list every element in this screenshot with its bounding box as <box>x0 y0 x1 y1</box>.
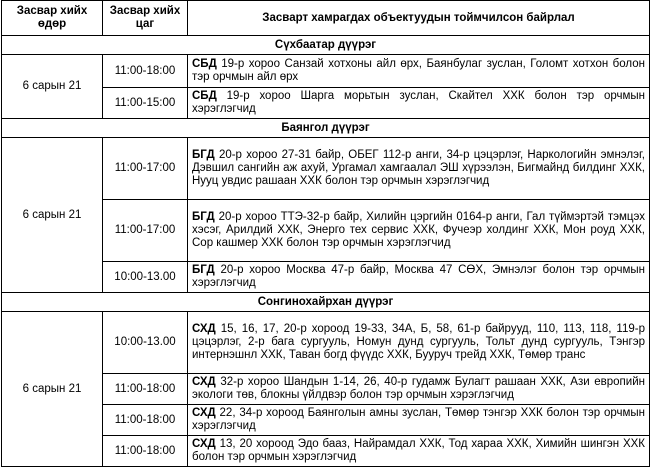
time-cell: 11:00-18:00 <box>103 55 188 88</box>
table-row <box>2 312 650 374</box>
time-cell: 11:00-17:00 <box>103 138 188 200</box>
district-code: БГД <box>192 211 215 223</box>
district-code: СХД <box>192 323 216 335</box>
district-code: БГД <box>192 264 215 276</box>
time-cell: 11:00-15:00 <box>103 88 188 119</box>
description-cell <box>188 88 650 119</box>
district-row <box>2 119 650 138</box>
date-cell: 6 сарын 21 <box>2 55 103 119</box>
time-cell: 11:00-18:00 <box>103 405 188 436</box>
description-cell <box>188 405 650 436</box>
description-cell <box>188 200 650 262</box>
description-cell <box>188 374 650 405</box>
description-text: 20-р хороо 27-31 байр, ОБЕГ 112-р анги, 34-р цэцэрлэг, Наркологийн эмнэлэг, Дэвшил сангийн аж ахуй, Ургамал хамгаалал ЭШ хүрээлэн, Бигмайнд билдинг ХХК, Нууц увдис рашаан ХХК болон тэр орчмын хэрэглэгчид <box>192 149 645 187</box>
time-cell: 11:00-18:00 <box>103 374 188 405</box>
time-cell: 10:00-13.00 <box>103 312 188 374</box>
description-text: 19-р хороо Шарга морьтын зуслан, Скайтел ХХК болон тэр орчмын хэрэглэгчид <box>192 90 645 115</box>
description-cell <box>188 312 650 374</box>
description-cell <box>188 55 650 88</box>
description-text: 22, 34-р хороод Баянголын амны зуслан, Төмөр тэнгэр ХХК болон тэр орчмын хэрэглэгчид <box>192 407 645 432</box>
district-code: СХД <box>192 407 216 419</box>
description-cell <box>188 262 650 293</box>
header-repair-date: Засвар хийх өдөр <box>2 1 103 36</box>
district-code: СХД <box>192 438 216 450</box>
district-code: СХД <box>192 376 216 388</box>
description-text: 15, 16, 17, 20-р хороод 19-33, 34А, Б, 58, 61-р байрууд, 110, 113, 118, 119-р цэцэрлэг, 2-р бага сургууль, Номун дунд сургууль, Тольт дунд сургууль, Тэнгэр интернэшнл ХХК, Таван богд фүүдс ХХК, Бууруч трейд ХХК, Төмөр транс <box>192 323 645 361</box>
table-row <box>2 55 650 88</box>
description-text: 13, 20 хороод Эдо бааз, Найрамдал ХХК, Тод хараа ХХК, Химийн шингэн ХХК болон тэр орчмын хэрэглэгчид <box>192 438 645 463</box>
repair-schedule-table <box>1 0 650 467</box>
district-title: Баянгол дүүрэг <box>2 119 650 138</box>
district-title: Сүхбаатар дүүрэг <box>2 36 650 55</box>
time-cell: 10:00-13.00 <box>103 262 188 293</box>
district-row <box>2 36 650 55</box>
description-text: 20-р хороо ТТЭ-32-р байр, Хилийн цэргийн 0164-р анги, Гал түймэртэй тэмцэх хэсэг, Арилдий ХХК, Энерго тех сервис ХХК, Фучеэр холдинг ХХК, Мон роуд ХХК, Сор кашмер ХХК болон тэр орчмын хэрэглэгчид <box>192 211 645 249</box>
header-object-locations: Засварт хамрагдах объектуудын тоймчилсон байрлал <box>188 1 650 36</box>
header-row <box>2 1 650 36</box>
description-text: 32-р хороо Шандын 1-14, 26, 40-р гудамж Булагт рашаан ХХК, Ази европийн экологи төв, блокны үйлдвэр болон тэр орчмын хэрэглэгчид <box>192 376 645 401</box>
table-row <box>2 138 650 200</box>
description-text: 19-р хороо Санзай хотхоны айл өрх, Баянбулаг зуслан, Голомт хотхон болон тэр орчмын айл өрх <box>192 58 645 83</box>
district-code: СБД <box>192 58 217 70</box>
time-cell: 11:00-17:00 <box>103 200 188 262</box>
time-cell: 11:00-18:00 <box>103 436 188 467</box>
date-cell: 6 сарын 21 <box>2 138 103 293</box>
description-cell <box>188 436 650 467</box>
district-code: СБД <box>192 90 217 102</box>
description-cell <box>188 138 650 200</box>
district-row <box>2 293 650 312</box>
district-code: БГД <box>192 149 215 161</box>
district-title: Сонгинохайрхан дүүрэг <box>2 293 650 312</box>
description-text: 20-р хороо Москва 47-р байр, Москва 47 СӨХ, Эмнэлэг болон тэр орчмын хэрэглэгчид <box>192 264 645 289</box>
header-repair-time: Засвар хийх цаг <box>103 1 188 36</box>
date-cell: 6 сарын 21 <box>2 312 103 467</box>
